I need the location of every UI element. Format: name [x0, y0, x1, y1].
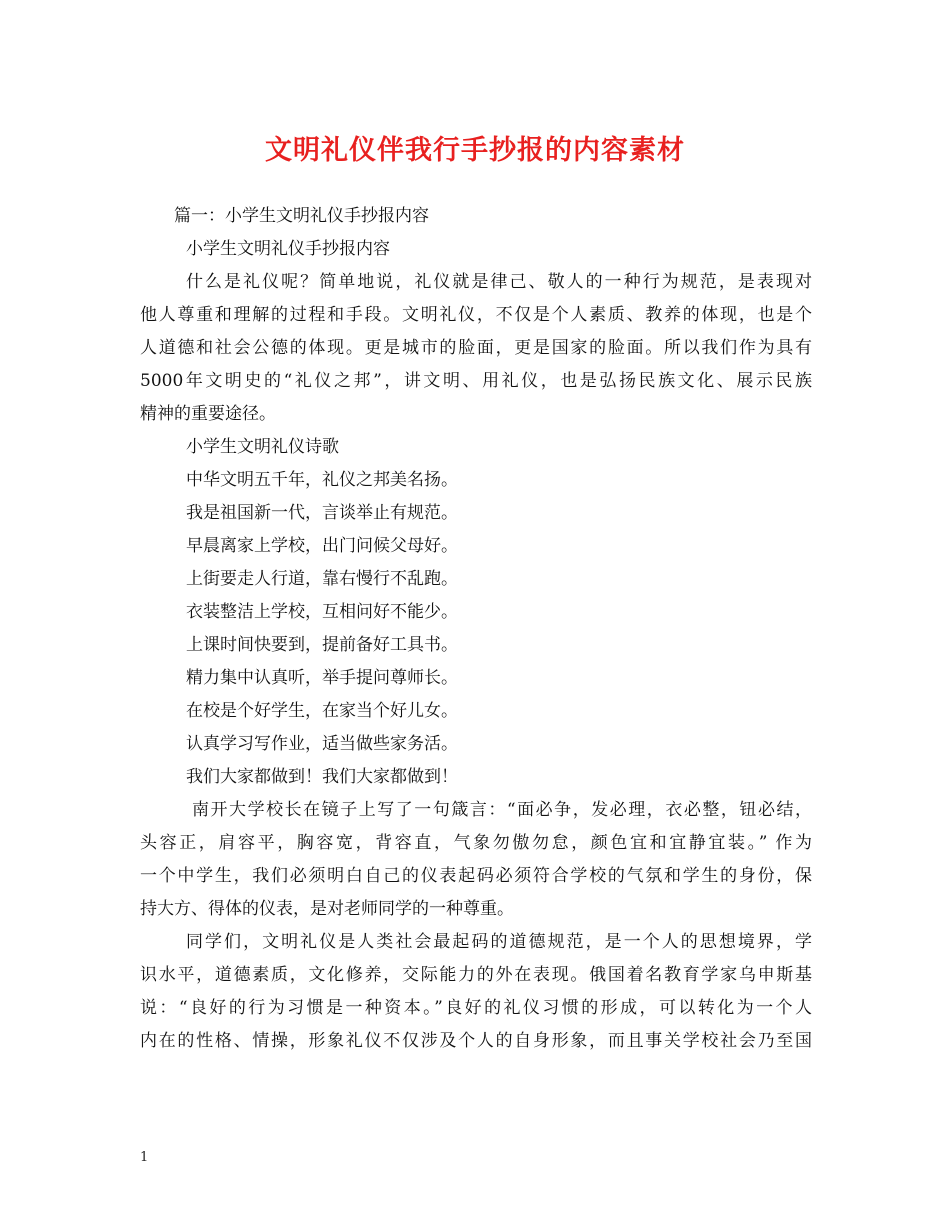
- paragraph-line: 头容正，肩容平，胸容宽，背容直，气象勿傲勿怠，颜色宜和宜静宜装。” 作为: [140, 833, 812, 853]
- poem-line: 认真学习写作业，适当做些家务活。: [186, 734, 458, 754]
- poem-line: 衣装整洁上学校，互相问好不能少。: [186, 602, 458, 622]
- paragraph-line: 什么是礼仪呢？简单地说，礼仪就是律己、敬人的一种行为规范，是表现对: [186, 272, 812, 292]
- poem-line: 我是祖国新一代，言谈举止有规范。: [186, 503, 458, 523]
- page-number: 1: [140, 1150, 149, 1165]
- poem-line: 上街要走人行道，靠右慢行不乱跑。: [186, 569, 458, 589]
- subheading: 小学生文明礼仪诗歌: [186, 437, 339, 457]
- poem-line: 上课时间快要到，提前备好工具书。: [186, 635, 458, 655]
- paragraph-line: 说：“良好的行为习惯是一种资本。”良好的礼仪习惯的形成，可以转化为一个人: [140, 998, 812, 1018]
- section-heading: 篇一：小学生文明礼仪手抄报内容: [174, 206, 429, 226]
- poem-line: 早晨离家上学校，出门问候父母好。: [186, 536, 458, 556]
- paragraph-line: 精神的重要途径。: [140, 404, 276, 424]
- subheading: 小学生文明礼仪手抄报内容: [186, 239, 390, 259]
- paragraph-line: 识水平，道德素质，文化修养，交际能力的外在表现。俄国着名教育学家乌申斯基: [140, 965, 812, 985]
- paragraph-line: 南开大学校长在镜子上写了一句箴言：“面必争，发必理，衣必整，钮必结，: [192, 800, 812, 820]
- paragraph-line: 人道德和社会公德的体现。更是城市的脸面，更是国家的脸面。所以我们作为具有: [140, 338, 812, 358]
- poem-line: 中华文明五千年，礼仪之邦美名扬。: [186, 470, 458, 490]
- paragraph-line: 一个中学生，我们必须明白自己的仪表起码必须符合学校的气氛和学生的身份，保: [140, 866, 812, 886]
- poem-line: 精力集中认真听，举手提问尊师长。: [186, 668, 458, 688]
- paragraph-line: 内在的性格、情操，形象礼仪不仅涉及个人的自身形象，而且事关学校社会乃至国: [140, 1031, 812, 1051]
- paragraph-line: 同学们，文明礼仪是人类社会最起码的道德规范，是一个人的思想境界，学: [186, 932, 812, 952]
- document-body: [140, 200, 812, 1058]
- poem-line: 我们大家都做到！我们大家都做到！: [186, 767, 458, 787]
- paragraph-line: 5000年文明史的“礼仪之邦”，讲文明、用礼仪，也是弘扬民族文化、展示民族: [140, 371, 812, 391]
- paragraph-line: 他人尊重和理解的过程和手段。文明礼仪，不仅是个人素质、教养的体现，也是个: [140, 305, 812, 325]
- poem-line: 在校是个好学生，在家当个好儿女。: [186, 701, 458, 721]
- paragraph-line: 持大方、得体的仪表，是对老师同学的一种尊重。: [140, 899, 514, 919]
- page-title: 文明礼仪伴我行手抄报的内容素材: [265, 135, 685, 166]
